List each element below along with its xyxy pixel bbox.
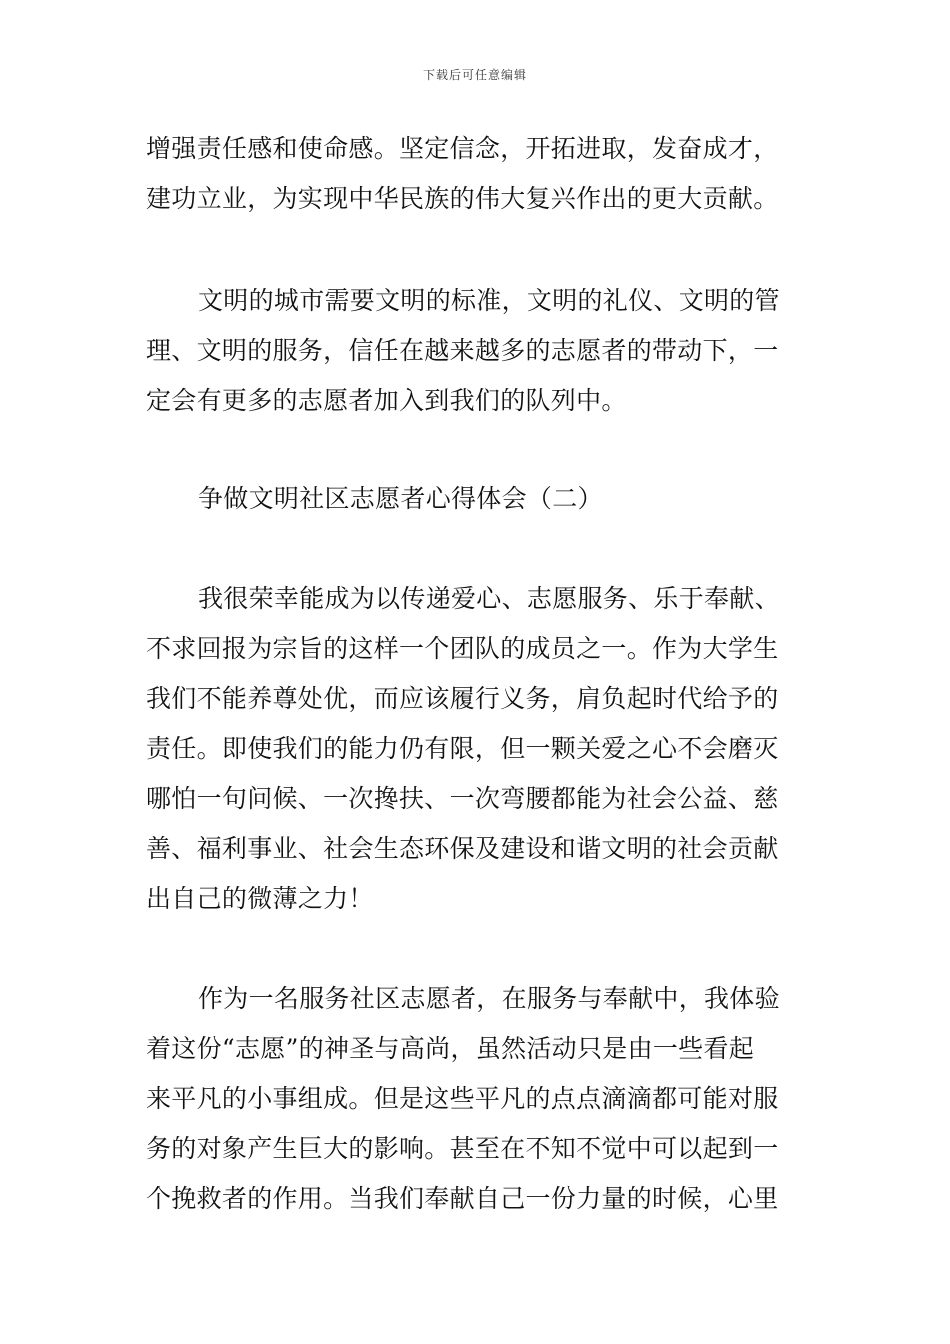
text-line: 增强责任感和使命感。坚定信念，开拓进取，发奋成才， — [146, 134, 779, 163]
text-line: 定会有更多的志愿者加入到我们的队列中。 — [146, 386, 627, 415]
text-line: 善、福利事业、社会生态环保及建设和谐文明的社会贡献 — [146, 834, 779, 863]
text-line: 来平凡的小事组成。但是这些平凡的点点滴滴都可能对服 — [146, 1084, 779, 1113]
text-line: 着这份“志愿”的神圣与高尚，虽然活动只是由一些看起 — [146, 1034, 755, 1063]
text-line: 我很荣幸能成为以传递爱心、志愿服务、乐于奉献、 — [198, 584, 780, 613]
page-header: 下载后可任意编辑 — [422, 68, 527, 82]
text-line: 我们不能养尊处优，而应该履行义务，肩负起时代给予的 — [146, 684, 779, 713]
section-title: 争做文明社区志愿者心得体会（二） — [198, 484, 603, 513]
section-heading — [146, 474, 808, 524]
text-line: 作为一名服务社区志愿者，在服务与奉献中，我体验 — [198, 984, 780, 1013]
text-line: 出自己的微薄之力！ — [146, 884, 374, 913]
text-line: 责任。即使我们的能力仍有限，但一颗关爱之心不会磨灭 — [146, 734, 779, 763]
text-line: 哪怕一句问候、一次搀扶、一次弯腰都能为社会公益、慈 — [146, 784, 779, 813]
paragraph-3 — [146, 574, 808, 924]
text-line: 务的对象产生巨大的影响。甚至在不知不觉中可以起到一 — [146, 1134, 779, 1163]
text-line: 理、文明的服务，信任在越来越多的志愿者的带动下，一 — [146, 336, 779, 365]
paragraph-4 — [146, 974, 808, 1224]
text-line: 文明的城市需要文明的标准，文明的礼仪、文明的管 — [198, 286, 780, 315]
paragraph-2 — [146, 276, 808, 426]
text-line: 建功立业，为实现中华民族的伟大复兴作出的更大贡献。 — [146, 184, 779, 213]
paragraph-1 — [146, 124, 808, 224]
text-line: 个挽救者的作用。当我们奉献自己一份力量的时候，心里 — [146, 1184, 779, 1213]
text-line: 不求回报为宗旨的这样一个团队的成员之一。作为大学生 — [146, 634, 779, 663]
